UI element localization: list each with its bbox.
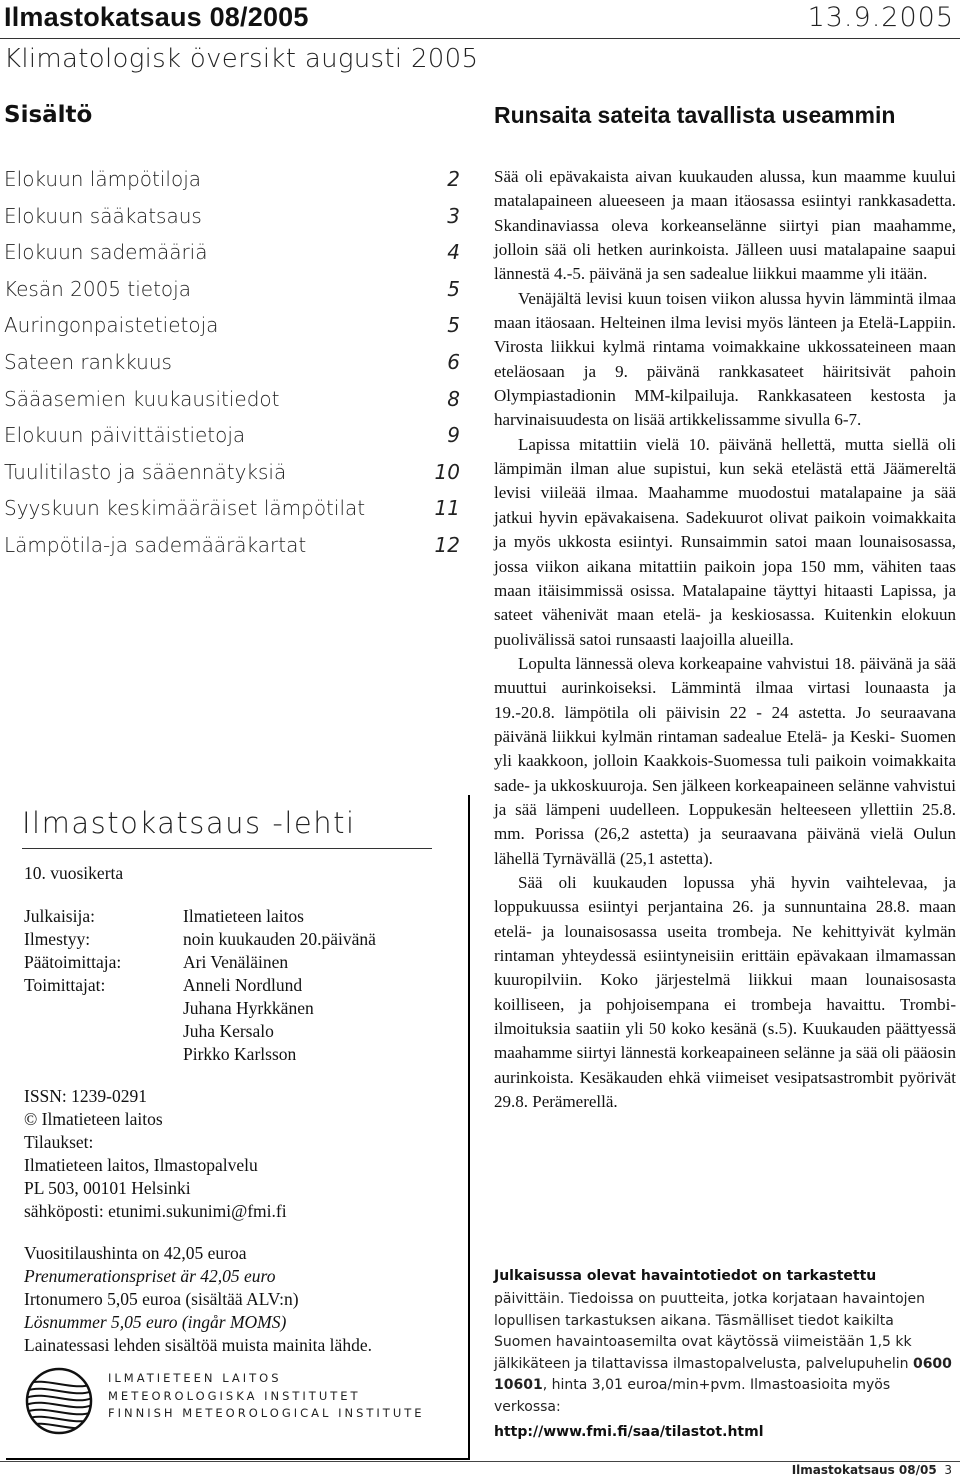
orders-address: PL 503, 00101 Helsinki bbox=[24, 1178, 191, 1198]
toc-item-label: Elokuun lämpötiloja bbox=[4, 167, 202, 191]
toc-item-label: Auringonpaistetietoja bbox=[4, 313, 219, 338]
table-of-contents bbox=[4, 164, 464, 567]
annual-price-fi: Vuositilaushinta on 42,05 euroa bbox=[24, 1243, 247, 1263]
toc-item-page: 2 bbox=[447, 167, 460, 191]
article-paragraph: Venäjältä levisi kuun toisen viikon alussa hyvin lämmintä ilmaa maan itäosaan. Helteinen ilma levisi myös länteen ja Etelä-Lappiin. Virosta liikkui kylmä rintama voimakkaine ukkossateineen maan eteläosaan ja 9. päivänä rankkasateet häiritsivät pahoin Olympiastadionin MM-kilpailuja. Rankkasateen kestosta ja harvinaisuudesta on lisää artikkelissamme sivulla 6-7. bbox=[494, 288, 956, 430]
toc-item[interactable] bbox=[4, 530, 464, 567]
editor-in-chief-value: Ari Venäläinen bbox=[183, 952, 289, 972]
service-phone: 0600 10601 bbox=[494, 1355, 952, 1394]
masthead-divider bbox=[22, 848, 432, 849]
toc-item-page: 3 bbox=[447, 203, 460, 228]
editor-in-chief-label: Päätoimittaja: bbox=[24, 952, 122, 972]
editor-name: Juhana Hyrkkänen bbox=[183, 998, 314, 1018]
orders-email: sähköposti: etunimi.sukunimi@fmi.fi bbox=[24, 1201, 287, 1221]
toc-item[interactable] bbox=[4, 347, 464, 384]
toc-item-page: 5 bbox=[447, 313, 460, 338]
toc-item[interactable] bbox=[4, 457, 464, 494]
toc-item-label: Sateen rankkuus bbox=[4, 349, 172, 374]
fmi-logo-icon bbox=[24, 1366, 94, 1436]
article-paragraph: Lopulta lännessä oleva korkeapaine vahvistui 18. päivänä ja sää muuttui aurinkoiseksi. Lämmintä ilmaa virtasi lounaasta ja 19.-20.8. lämpötila oli päivisin 22 - 24 astetta. Jo seuraavana päivänä liikkui kylmän rintaman sadealue Etelä- ja Keski- Suomen yli kaakkoon, jolloin Kaakkois-Suomessa tuli paikoin voimakkaita sade- ja ukkoskuuroja. Sen jälkeen korkeapaineen selänne vahvistui ja sää lämpeni uudelleen. Loppukesän helteeseen yllettiin 25.8. mm. Porissa (26,2 astetta) ja seuraavana päivänä vielä Oulun lähellä Tyrnävällä (25,1 astetta). bbox=[494, 653, 956, 868]
toc-item-label: Elokuun sademääriä bbox=[4, 240, 208, 265]
publication-date: 13.9.2005 bbox=[807, 2, 954, 33]
toc-item[interactable] bbox=[4, 274, 464, 311]
toc-item-page: 10 bbox=[434, 459, 460, 484]
toc-item[interactable] bbox=[4, 384, 464, 421]
orders-organization: Ilmatieteen laitos, Ilmastopalvelu bbox=[24, 1155, 258, 1175]
toc-item-label: Kesän 2005 tietoja bbox=[4, 276, 191, 301]
editors-label: Toimittajat: bbox=[24, 975, 106, 995]
toc-item-page: 6 bbox=[447, 349, 460, 374]
toc-item-page: 12 bbox=[434, 532, 460, 557]
footer-divider bbox=[0, 1461, 960, 1462]
publisher-value: Ilmatieteen laitos bbox=[183, 906, 304, 926]
toc-item-page: 4 bbox=[447, 240, 460, 265]
publication-subtitle: Klimatologisk översikt augusti 2005 bbox=[4, 44, 479, 74]
toc-item-page: 11 bbox=[434, 496, 460, 521]
page-number: 3 bbox=[944, 1463, 952, 1477]
article-body bbox=[494, 165, 956, 1114]
annual-price-sv: Prenumerationspriset är 42,05 euro bbox=[24, 1266, 276, 1286]
toc-item-page: 8 bbox=[447, 386, 460, 411]
note-body bbox=[494, 1289, 954, 1419]
toc-item[interactable] bbox=[4, 493, 464, 530]
toc-item-label: Tuulitilasto ja sääennätyksiä bbox=[4, 459, 287, 484]
publication-title: Ilmastokatsaus 08/2005 bbox=[4, 2, 309, 32]
statistics-link[interactable]: http://www.fmi.fi/saa/tilastot.html bbox=[494, 1424, 764, 1440]
toc-heading: Sisältö bbox=[4, 102, 93, 128]
toc-item-label: Syyskuun keskimääräiset lämpötilat bbox=[4, 496, 366, 521]
note-heading: Julkaisussa olevat havaintotiedot on tarkastettu bbox=[494, 1268, 877, 1284]
page-footer bbox=[792, 1463, 952, 1477]
editor-name: Juha Kersalo bbox=[183, 1021, 274, 1041]
toc-item[interactable] bbox=[4, 310, 464, 347]
article-paragraph: Sää oli kuukauden lopussa yhä hyvin vaihtelevaa, ja loppukuussa esiintyi perjantaina 26. ja sunnuntaina 28.8. maan etelä- ja lounaisosassa useita trombeja. Ne kehittyivät kylmän rintaman yhteydessä esiintyneisiin erittäin epävakaan ilmamassan kuuropilviin. Koko järjestelmä liikkui maan lounaisosasta koilliseen, ja pohjoisempana ei trombeja havaittu. Trombi-ilmoituksia saatiin yli 50 koko kesänä (s.5). Kuukauden päättyessä maahamme siirtyi lännestä korkeapaineen selänne ja sää oli pääosin aurinkoista. Kesäkauden ehkä viimeiset vesipatsastrombit pyörivät 29.8. Perämerellä. bbox=[494, 872, 956, 1112]
toc-item-label: Elokuun päivittäistietoja bbox=[4, 423, 246, 448]
publisher-label: Julkaisija: bbox=[24, 906, 95, 926]
toc-item[interactable] bbox=[4, 237, 464, 274]
pricing-block bbox=[24, 1242, 372, 1357]
toc-item-label: Lämpötila-ja sademääräkartat bbox=[4, 532, 307, 557]
edition-text: 10. vuosikerta bbox=[24, 863, 124, 883]
single-price-fi: Irtonumero 5,05 euroa (sisältää ALV:n) bbox=[24, 1289, 299, 1309]
article-heading: Runsaita sateita tavallista useammin bbox=[494, 102, 896, 128]
frequency-label: Ilmestyy: bbox=[24, 929, 91, 949]
header-divider bbox=[0, 38, 960, 39]
logo-line-en: FINNISH METEOROLOGICAL INSTITUTE bbox=[108, 1406, 425, 1420]
masthead-title: Ilmastokatsaus -lehti bbox=[22, 806, 356, 840]
orders-label: Tilaukset: bbox=[24, 1132, 94, 1152]
single-price-sv: Lösnummer 5,05 euro (ingår MOMS) bbox=[24, 1312, 287, 1332]
editor-name: Pirkko Karlsson bbox=[183, 1044, 297, 1064]
toc-item-label: Sääasemien kuukausitiedot bbox=[4, 386, 280, 411]
note-text-after: , hinta 3,01 euroa/min+pvm. Ilmastoasioita myös verkossa: bbox=[494, 1377, 891, 1415]
frequency-value: noin kuukauden 20.päivänä bbox=[183, 929, 376, 949]
issn-text: ISSN: 1239-0291 bbox=[24, 1086, 147, 1106]
article-paragraph: Lapissa mitattiin vielä 10. päivänä hellettä, mutta siellä oli lämpimän ilman alue supistui, kun sekä etelästä että Jäämereltä levisi viileää ilmaa. Maahamme muodostui matalapaine ja sää jatkui hyvin epävakaisena. Sadekuurot olivat paikoin voimakkaita ja myös ukkosta esiintyi. Runsaimmin satoi maan lounaisosassa, jossa viikon aikana mitattiin paikoin jopa 150 mm, vähiten taas maan itäisimmissä osissa. Matalapaine täyttyi hitaasti Lapissa, ja sateet vähenivät maan etelä- ja keskiosassa. Kuitenkin elokuun puolivälissä satoi runsaasti laajoilla alueilla. bbox=[494, 434, 956, 649]
toc-item-page: 5 bbox=[447, 276, 460, 301]
toc-item[interactable] bbox=[4, 201, 464, 238]
copyright-text: © Ilmatieteen laitos bbox=[24, 1109, 163, 1129]
contact-block bbox=[24, 1085, 287, 1223]
logo-line-fi: ILMATIETEEN LAITOS bbox=[108, 1371, 282, 1385]
note-text: päivittäin. Tiedoissa on puutteita, jotka korjataan havaintojen lopullisen tarkastuksen aikana. Täsmälliset tiedot kaikilta Suomen havaintoasemilta ovat käytössä viimeistään 1,5 kk jälkikäteen ja tilattavissa ilmastopalvelusta, palvelupuhelin bbox=[494, 1291, 926, 1372]
fmi-logo-text bbox=[108, 1370, 425, 1423]
footer-issue: Ilmastokatsaus 08/05 bbox=[791, 1463, 937, 1477]
editor-name: Anneli Nordlund bbox=[183, 975, 303, 995]
toc-item-label: Elokuun sääkatsaus bbox=[4, 203, 202, 228]
article-paragraph: Sää oli epävakaista aivan kuukauden alussa, kun maamme kuului matalapaineen alueeseen ja maan itäosassa esiintyi rankkasadetta. Skandinaviassa oleva korkeanselänne siirtyi pian maahamme, jolloin sää oli hetken aurinkoista. Jälleen uusi matalapaine saapui lännestä 4.-5. päivänä ja sen sadealue liikkui maamme yli itään. bbox=[494, 167, 956, 284]
logo-line-sv: METEOROLOGISKA INSTITUTET bbox=[108, 1388, 361, 1403]
toc-item[interactable] bbox=[4, 164, 464, 201]
citation-note: Lainatessasi lehden sisältöä muista mainita lähde. bbox=[24, 1335, 372, 1355]
toc-item[interactable] bbox=[4, 420, 464, 457]
toc-item-page: 9 bbox=[447, 423, 460, 448]
